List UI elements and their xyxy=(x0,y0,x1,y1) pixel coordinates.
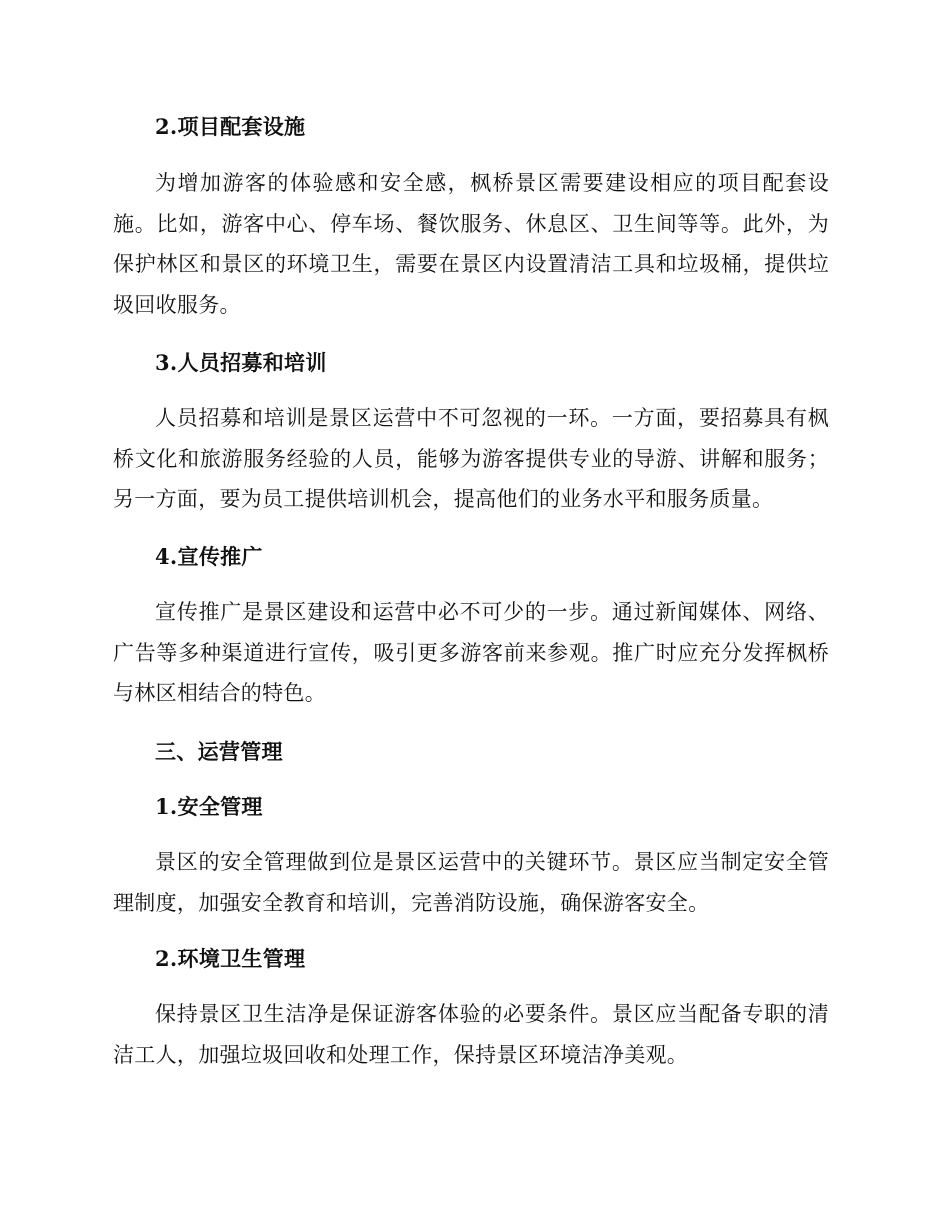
section-heading-facilities: 2.项目配套设施 xyxy=(155,114,306,139)
section-heading-sanitation: 2.环境卫生管理 xyxy=(155,946,306,971)
section-heading-promotion: 4.宣传推广 xyxy=(155,544,263,569)
chapter-heading-operations: 三、运营管理 xyxy=(155,739,283,764)
paragraph-promotion: 宣传推广是景区建设和运营中必不可少的一步。通过新闻媒体、网络、广告等多种渠道进行宣传，吸引更多游客前来参观。推广时应充分发挥枫桥与林区相结合的特色。 xyxy=(113,600,829,705)
section-heading-safety: 1.安全管理 xyxy=(155,794,263,819)
paragraph-facilities: 为增加游客的体验感和安全感，枫桥景区需要建设相应的项目配套设施。比如，游客中心、停车场、餐饮服务、休息区、卫生间等等。此外，为保护林区和景区的环境卫生，需要在景区内设置清洁工具和垃圾桶，提供垃圾回收服务。 xyxy=(113,171,829,317)
section-heading-recruitment: 3.人员招募和培训 xyxy=(155,350,327,375)
paragraph-safety: 景区的安全管理做到位是景区运营中的关键环节。景区应当制定安全管理制度，加强安全教育和培训，完善消防设施，确保游客安全。 xyxy=(113,850,829,915)
paragraph-sanitation: 保持景区卫生洁净是保证游客体验的必要条件。景区应当配备专职的清洁工人，加强垃圾回收和处理工作，保持景区环境洁净美观。 xyxy=(113,1002,829,1067)
paragraph-recruitment: 人员招募和培训是景区运营中不可忽视的一环。一方面，要招募具有枫桥文化和旅游服务经验的人员，能够为游客提供专业的导游、讲解和服务；另一方面，要为员工提供培训机会，提高他们的业务水平和服务质量。 xyxy=(113,406,829,511)
